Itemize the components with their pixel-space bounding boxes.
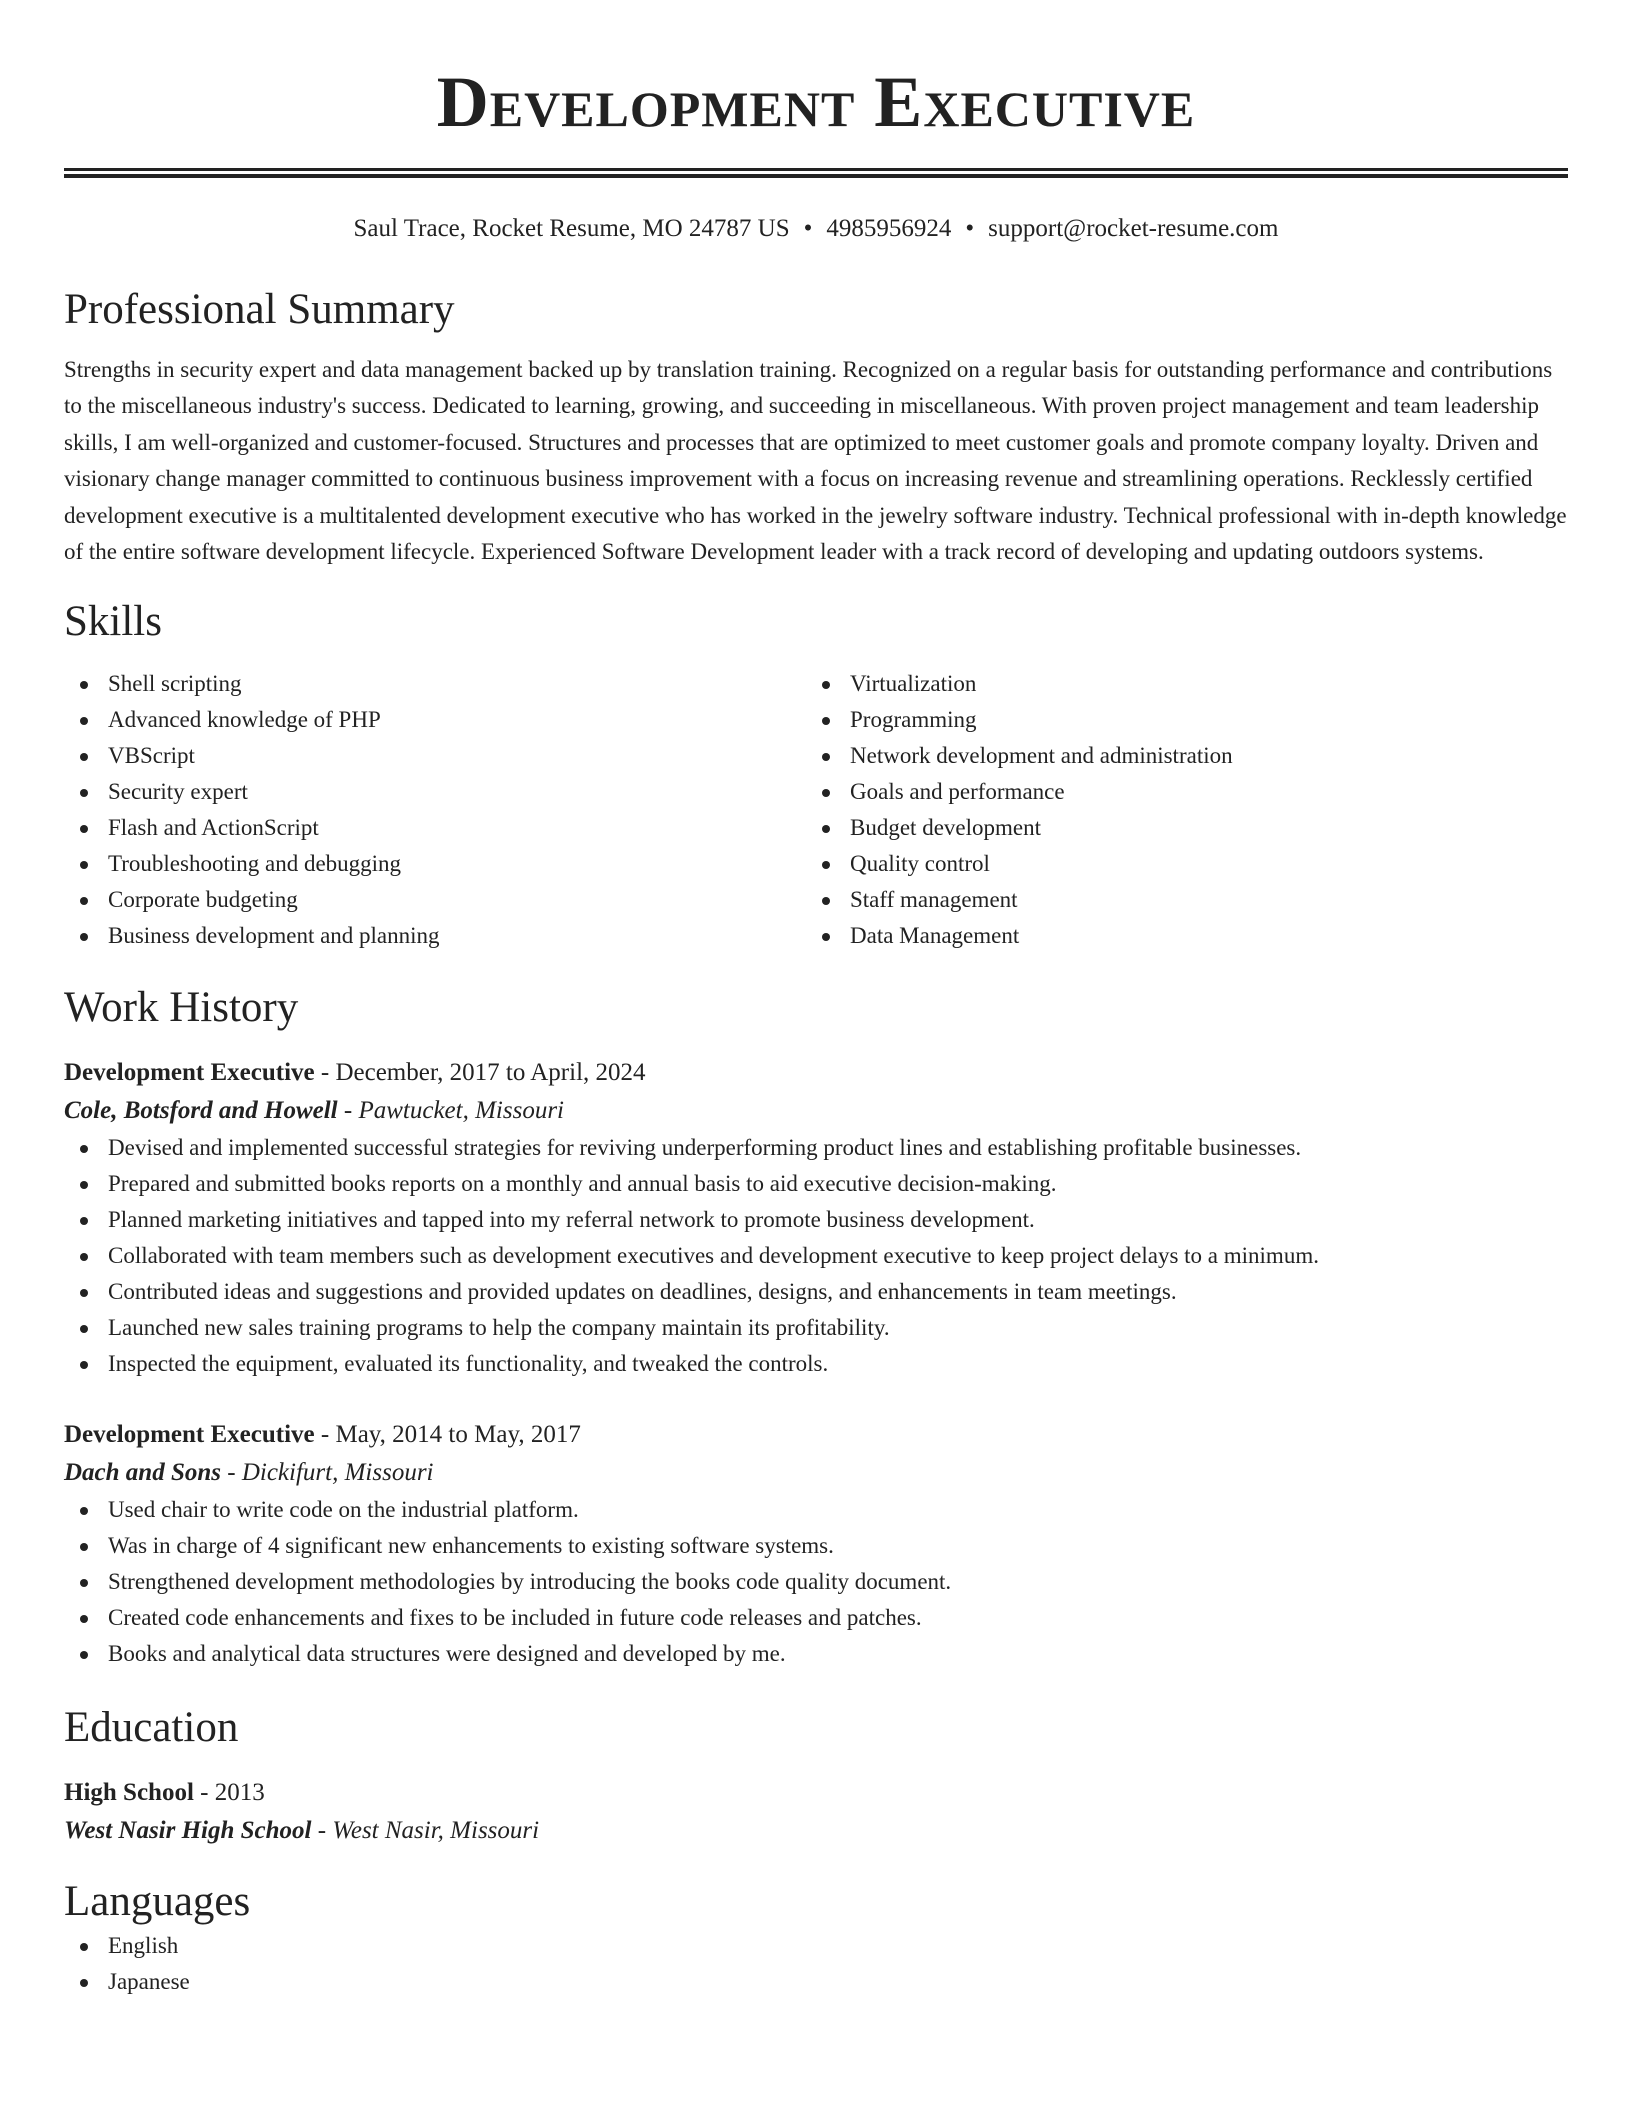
job-company: Dach and Sons [64,1459,221,1487]
language-item: Japanese [64,1964,1568,2000]
job-role: Development Executive [64,1059,315,1087]
job-duty-item: Contributed ideas and suggestions and provided updates on deadlines, designs, and enhancements in team meetings. [64,1274,1568,1310]
skill-item: Business development and planning [64,918,806,954]
job-company-line [64,1092,1568,1130]
skills-grid [64,666,1568,954]
language-item: English [64,1928,1568,1964]
job-duty-item: Collaborated with team members such as development executives and development executive to keep project delays to a minimum. [64,1238,1568,1274]
job-duty-item: Books and analytical data structures were designed and developed by me. [64,1636,1568,1672]
skill-item: Troubleshooting and debugging [64,846,806,882]
languages-list [64,1928,1568,2000]
skill-item: Advanced knowledge of PHP [64,702,806,738]
skill-item: Goals and performance [806,774,1548,810]
skill-item: Corporate budgeting [64,882,806,918]
contact-email: support@rocket-resume.com [988,215,1279,242]
education-heading: Education [64,1704,239,1752]
job-role: Development Executive [64,1421,315,1449]
skill-item: Quality control [806,846,1548,882]
skills-column-right [806,666,1548,954]
job-duty-item: Launched new sales training programs to help the company maintain its profitability. [64,1310,1568,1346]
job-duty-item: Planned marketing initiatives and tapped into my referral network to promote business development. [64,1202,1568,1238]
contact-separator: • [803,215,813,242]
education-degree: High School [64,1779,194,1807]
education-location: - West Nasir, Missouri [311,1817,540,1845]
education-school-line [64,1812,1568,1850]
skill-item: Flash and ActionScript [64,810,806,846]
skills-list-left [64,666,806,954]
education-year: - 2013 [193,1779,265,1807]
job-dates: - May, 2014 to May, 2017 [314,1421,581,1449]
job-duty-item: Strengthened development methodologies by introducing the books code quality document. [64,1564,1568,1600]
skill-item: VBScript [64,738,806,774]
job-entry [64,1416,1568,1672]
job-duty-item: Created code enhancements and fixes to be included in future code releases and patches. [64,1600,1568,1636]
contact-address: Saul Trace, Rocket Resume, MO 24787 US [353,215,790,242]
job-duty-item: Was in charge of 4 significant new enhancements to existing software systems. [64,1528,1568,1564]
summary-heading: Professional Summary [64,286,455,333]
job-duties-list [64,1130,1568,1382]
contact-separator: • [965,215,975,242]
job-entry [64,1054,1568,1382]
job-title-line [64,1416,1568,1454]
skills-list-right [806,666,1548,954]
skill-item: Shell scripting [64,666,806,702]
job-location: - Pawtucket, Missouri [337,1097,564,1125]
contact-line [64,212,1568,246]
contact-phone: 4985956924 [826,215,952,242]
job-company-line [64,1454,1568,1492]
skill-item: Programming [806,702,1548,738]
languages-heading: Languages [64,1878,251,1926]
job-location: - Dickifurt, Missouri [221,1459,434,1487]
job-duty-item: Inspected the equipment, evaluated its functionality, and tweaked the controls. [64,1346,1568,1382]
job-duties-list [64,1492,1568,1672]
education-degree-line [64,1774,1568,1812]
job-company: Cole, Botsford and Howell [64,1097,338,1125]
job-duty-item: Devised and implemented successful strategies for reviving underperforming product lines and establishing profitable businesses. [64,1130,1568,1166]
skill-item: Security expert [64,774,806,810]
skill-item: Budget development [806,810,1548,846]
header-double-rule [64,168,1568,178]
skills-column-left [64,666,806,954]
job-duty-item: Prepared and submitted books reports on a monthly and annual basis to aid executive decision-making. [64,1166,1568,1202]
resume-name-title: Development Executive [436,62,1196,142]
skill-item: Virtualization [806,666,1548,702]
skill-item: Network development and administration [806,738,1548,774]
summary-paragraph: Strengths in security expert and data management backed up by translation training. Recognized on a regular basis for outstanding performance and contributions to the miscellaneous industry's success. Dedicated to learning, growing, and succeeding in miscellaneous. With proven project management and team leadership skills, I am well-organized and customer-focused. Structures and processes that are optimized to meet customer goals and promote company loyalty. Driven and visionary change manager committed to continuous business improvement with a focus on increasing revenue and streamlining operations. Recklessly certified development executive is a multitalented development executive who has worked in the jewelry software industry. Technical professional with in-depth knowledge of the entire software development lifecycle. Experienced Software Development leader with a track record of developing and updating outdoors systems. [64,357,1567,565]
job-dates: - December, 2017 to April, 2024 [314,1059,646,1087]
skill-item: Data Management [806,918,1548,954]
job-duty-item: Used chair to write code on the industrial platform. [64,1492,1568,1528]
skill-item: Staff management [806,882,1548,918]
work-history-heading: Work History [64,984,299,1032]
job-title-line [64,1054,1568,1092]
skills-heading: Skills [64,598,162,646]
education-school: West Nasir High School [64,1817,312,1845]
